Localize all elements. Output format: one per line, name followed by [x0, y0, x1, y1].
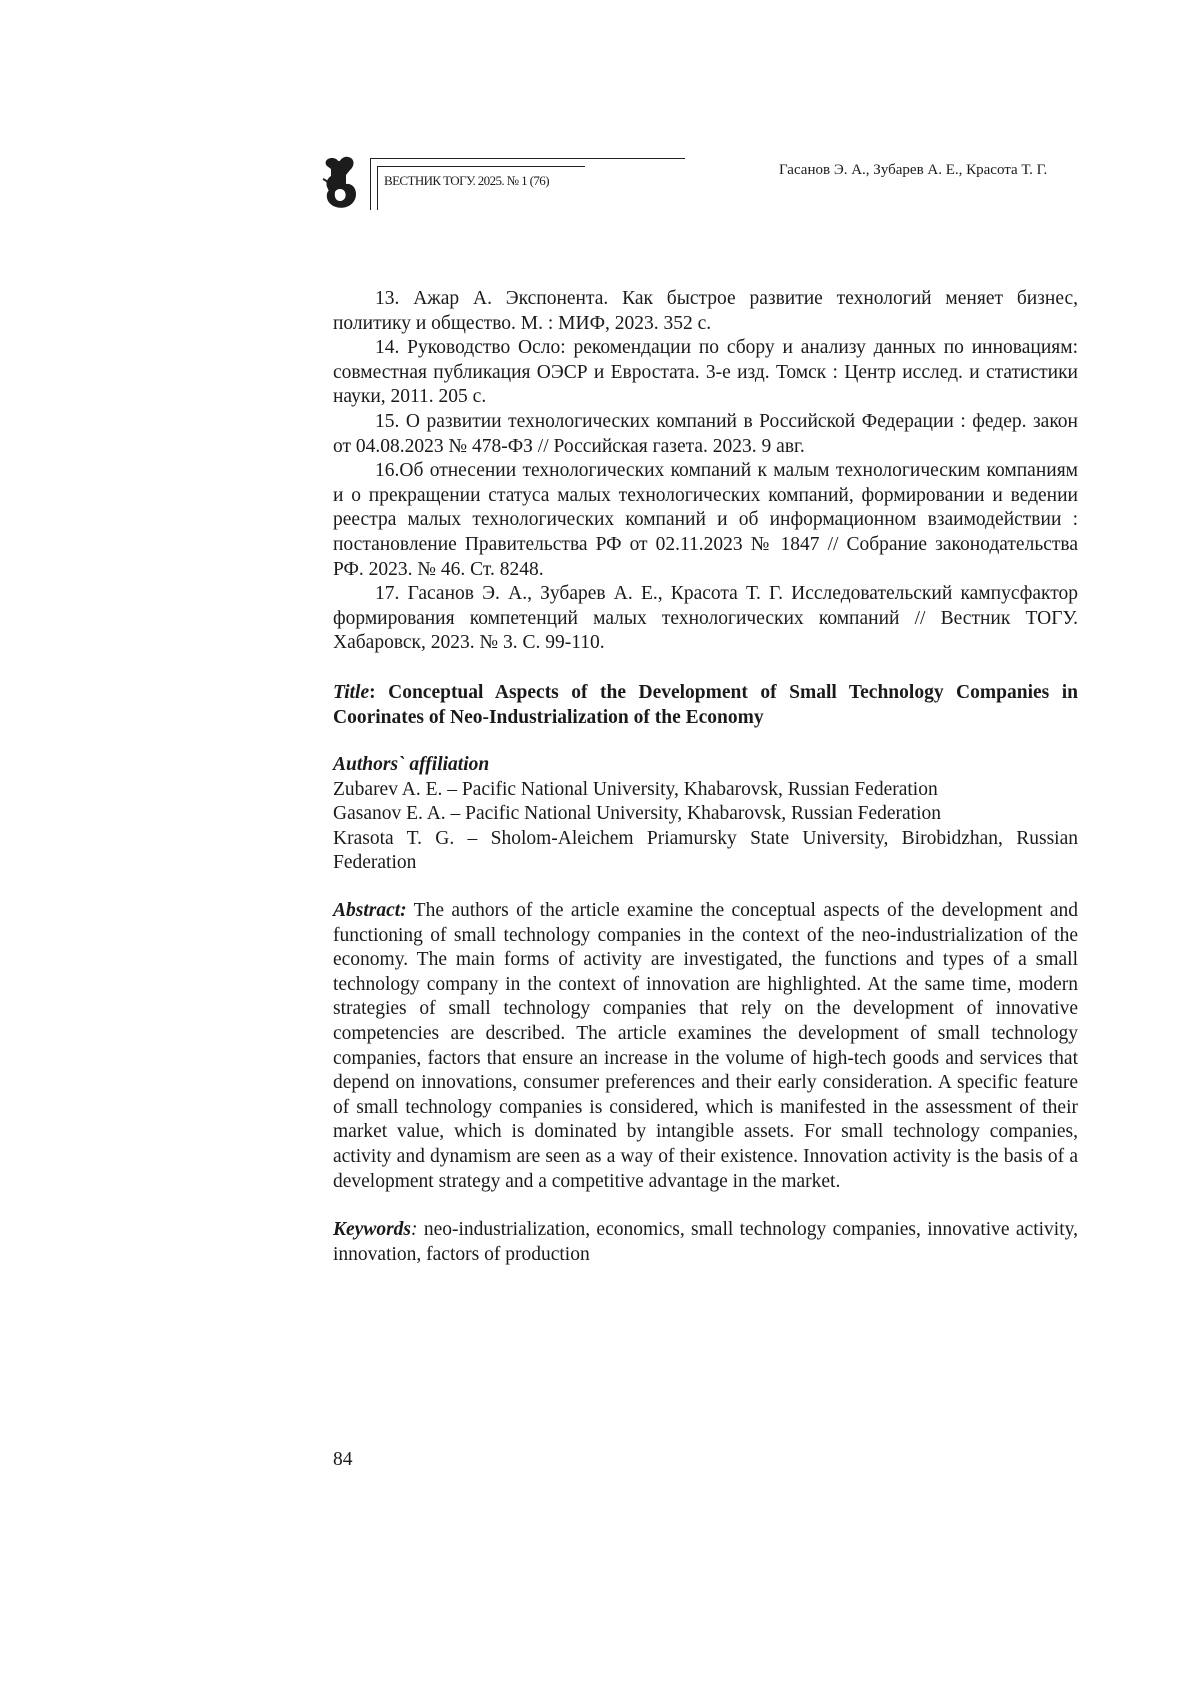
journal-logo-icon [322, 154, 360, 210]
reference-16: 16.Об отнесении технологических компаний к малым технологическим компаниям и о прекращении статуса малых технологических компаний, формировании и ведении реестра малых технологических компаний и об информационном взаимодействии : постановление Правительства РФ от 02.11.2023 № 1847 // Собрание законодательства РФ. 2023. № 46. Ст. 8248. [333, 460, 1078, 580]
abstract-text: The authors of the article examine the conceptual aspects of the development and functioning of small technology companies in the context of the neo-industrialization of the economy. The main forms of activity are investigated, the functions and types of a small technology company in the context of innovation are highlighted. At the same time, modern strategies of small technology companies that rely on the development of innovative competencies are described. The article examines the development of small technology companies, factors that ensure an increase in the volume of high-tech goods and services that depend on innovations, consumer preferences and their early consideration. A specific feature of small technology companies is considered, which is manifested in the assessment of their market value, which is dominated by intangible assets. For small technology companies, activity and dynamism are seen as a way of their existence. Innovation activity is the basis of a development strategy and a competitive advantage in the market. [333, 900, 1078, 1192]
header-vertical-rule-outer [370, 158, 371, 210]
affiliation-heading: Authors` affiliation [333, 754, 490, 776]
reference-15: 15. О развитии технологических компаний в Российской Федерации : федер. закон от 04.08.2023 № 478-ФЗ // Российская газета. 2023. 9 авг. [333, 410, 1078, 457]
header-vertical-rule-inner [377, 166, 378, 210]
abstract-label: Abstract: [333, 900, 407, 922]
affiliation-line: Zubarev A. E. – Pacific National University, Khabarovsk, Russian Federation [333, 778, 938, 800]
page-number: 84 [333, 1449, 353, 1470]
page-content [333, 287, 1078, 1267]
header-rule-inner [377, 166, 585, 167]
keywords-text: neo-industrialization, economics, small technology companies, innovative activity, innovation, factors of production [333, 1219, 1078, 1265]
keywords-colon: : [411, 1219, 418, 1241]
title-label: Title [333, 681, 370, 703]
abstract [333, 899, 1078, 1194]
running-header-authors: Гасанов Э. А., Зубарев А. Е., Красота Т. Г. [779, 162, 1048, 178]
reference-13: 13. Ажар А. Экспонента. Как быстрое развитие технологий меняет бизнес, политику и общество. М. : МИФ, 2023. 352 с. [333, 288, 1078, 334]
journal-issue-label: ВЕСТНИК ТОГУ. 2025. № 1 (76) [384, 173, 549, 188]
affiliation-line: Krasota T. G. – Sholom-Aleichem Priamursky State University, Birobidzhan, Russian Federation [333, 827, 1078, 874]
reference-14: 14. Руководство Осло: рекомендации по сбору и анализу данных по инновациям: совместная публикация ОЭСР и Евростата. 3-е изд. Томск : Центр исслед. и статистики науки, 2011. 205 с. [333, 337, 1078, 408]
keywords-label: Keywords [333, 1219, 411, 1241]
title-colon: : [369, 681, 389, 703]
english-title [333, 681, 1078, 730]
header-rule-top [370, 158, 685, 159]
title-text: Conceptual Aspects of the Development of Small Technology Companies in Coorinates of Neo-Industrialization of the Economy [333, 681, 1078, 728]
keywords [333, 1218, 1078, 1267]
reference-17: 17. Гасанов Э. А., Зубарев А. Е., Красота Т. Г. Исследовательский кампусфактор формирования компетенций малых технологических компаний // Вестник ТОГУ. Хабаровск, 2023. № 3. С. 99-110. [333, 583, 1078, 654]
affiliation-line: Gasanov E. A. – Pacific National University, Khabarovsk, Russian Federation [333, 803, 941, 825]
